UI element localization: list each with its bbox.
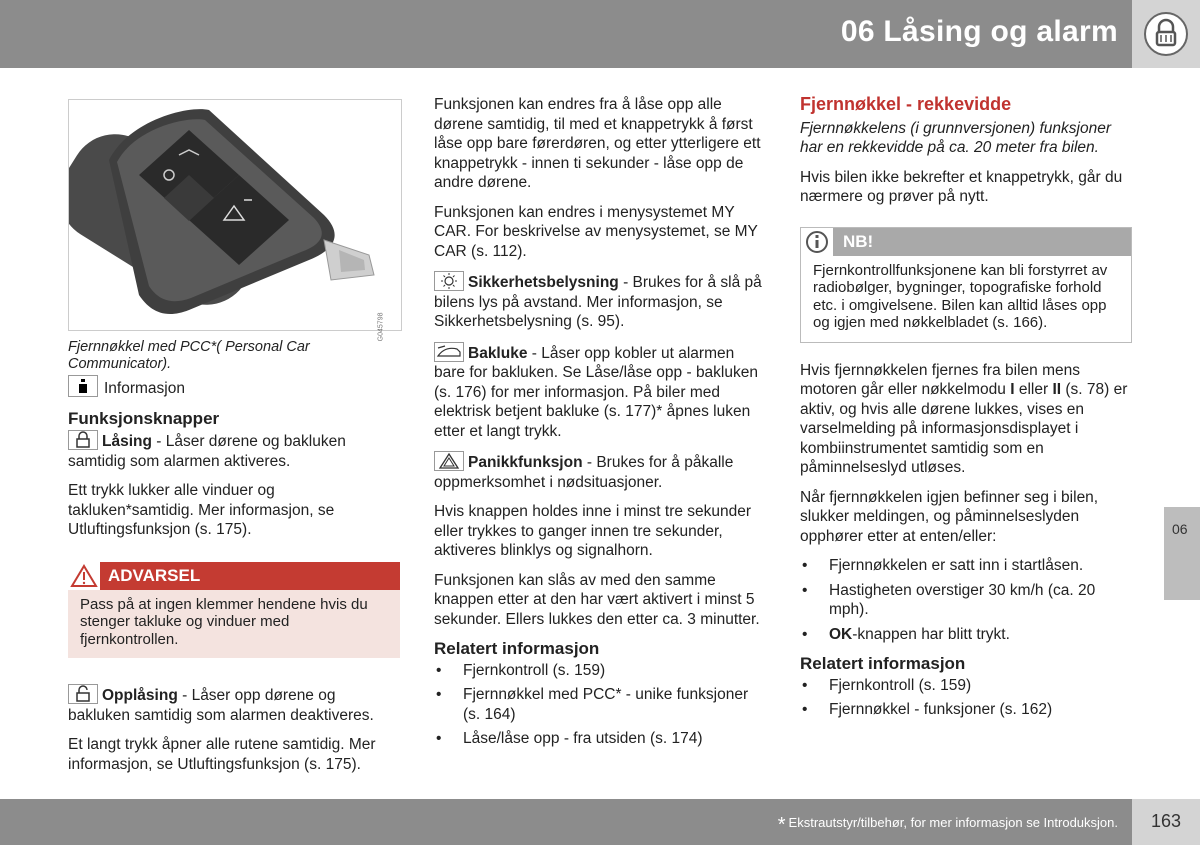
footer-note-text: Ekstrautstyr/tilbehør, for mer informasjon se Introduksjon. bbox=[788, 815, 1118, 830]
panic-off-paragraph: Funksjonen kan slås av med den samme knappen etter at den har vært aktivert i minst 5 sekunder. Ellers lukkes den etter ca. 3 minutter. bbox=[434, 571, 760, 628]
note-title: NB! bbox=[843, 231, 874, 251]
related-link[interactable]: • Fjernkontroll (s. 159) bbox=[800, 676, 1132, 696]
panic-icon bbox=[434, 451, 464, 471]
unlocking-paragraph bbox=[68, 684, 400, 725]
condition-item: • Hastigheten overstiger 30 km/h (ca. 20 mph). bbox=[800, 581, 1132, 620]
note-text: Fjernkontrollfunksjonene kan bli forstyrret av radiobølger, bygninger, topografiske forhold etc. i omgivelsene. Bilen kan alltid låses opp og igjen med nøkkelbladet (s. 166). bbox=[813, 261, 1108, 331]
footer-note bbox=[778, 814, 1118, 837]
panic-hold-paragraph: Hvis knappen holdes inne i minst tre sekunder eller trykkes to ganger innen tre sekunder, aktiveres blinklys og signalhorn. bbox=[434, 503, 752, 559]
related-link[interactable]: • Fjernnøkkel med PCC* - unike funksjoner (s. 164) bbox=[434, 685, 766, 724]
related-heading: Relatert informasjon bbox=[800, 654, 966, 673]
figure-caption: Fjernnøkkel med PCC*( Personal Car Communicator). bbox=[68, 339, 310, 372]
related-heading: Relatert informasjon bbox=[434, 639, 600, 658]
chapter-side-tab bbox=[1164, 507, 1200, 600]
key-removed-text-a: Hvis fjernnøkkelen fjernes fra bilen mens motoren går eller nøkkelmodu bbox=[800, 361, 1080, 398]
conditions-list bbox=[800, 556, 1132, 644]
column-3 bbox=[800, 95, 1132, 730]
key-removed-text-b: eller bbox=[1014, 381, 1053, 398]
key-removed-text-c: (s. 78) er aktiv, og hvis alle dørene lukkes, vises en varselmelding på informasjonsdisplayet i kombiinstrumentet samtidig som en påminnelseslyd utløses. bbox=[800, 381, 1128, 476]
condition-item: • Fjernnøkkelen er satt inn i startlåsen. bbox=[800, 556, 1132, 576]
chapter-icon-box bbox=[1132, 0, 1200, 68]
range-intro: Fjernnøkkelens (i grunnversjonen) funksjoner har en rekkevidde på ca. 20 meter fra bilen. bbox=[800, 119, 1112, 156]
related-link[interactable]: • Fjernnøkkel - funksjoner (s. 162) bbox=[800, 700, 1132, 720]
safety-light-icon bbox=[434, 271, 464, 291]
page-footer bbox=[0, 799, 1132, 845]
ok-bold: OK bbox=[829, 625, 853, 643]
my-car-paragraph: Funksjonen kan endres i menysystemet MY CAR. For beskrivelse av menysystemet, se MY CAR (s. 112). bbox=[434, 203, 758, 260]
related-link[interactable]: • Fjernkontroll (s. 159) bbox=[434, 661, 766, 681]
panic-paragraph bbox=[434, 451, 766, 492]
locking-title: Låsing bbox=[102, 433, 152, 450]
remote-key-illustration bbox=[69, 100, 401, 330]
page-number: 163 bbox=[1150, 811, 1182, 831]
locking-paragraph-2: Ett trykk lukker alle vinduer og takluken*samtidig. Mer informasjon, se Utluftingsfunksjon (s. 175). bbox=[68, 482, 335, 538]
ok-text: -knappen har blitt trykt. bbox=[852, 625, 1010, 643]
range-heading: Fjernnøkkel - rekkevidde bbox=[800, 94, 1012, 114]
safety-lighting-text: - Brukes for å slå på bilens lys på avstand. Mer informasjon, se Sikkerhetsbelysning (s. 95). bbox=[434, 274, 762, 330]
page-header bbox=[0, 0, 1200, 68]
range-paragraph: Hvis bilen ikke bekrefter et knappetrykk, går du nærmere og prøver på nytt. bbox=[800, 168, 1123, 205]
key-mode-1: I bbox=[1010, 381, 1015, 398]
info-circle-icon bbox=[801, 228, 833, 256]
tailgate-paragraph bbox=[434, 342, 766, 442]
key-removed-paragraph bbox=[800, 361, 1132, 478]
info-row bbox=[68, 375, 400, 399]
warning-text: Pass på at ingen klemmer hendene hvis du stenger takluke og vinduer med fjernkontrollen. bbox=[80, 595, 368, 648]
column-1 bbox=[68, 95, 400, 784]
function-buttons-heading: Funksjonsknapper bbox=[68, 408, 220, 428]
page-number-box bbox=[1132, 799, 1200, 845]
remote-key-figure bbox=[68, 99, 402, 341]
key-mode-2: II bbox=[1052, 381, 1062, 398]
warning-box bbox=[68, 562, 400, 659]
lock-icon bbox=[1144, 12, 1188, 56]
tailgate-text: - Låser opp kobler ut alarmen bare for bakluken. Se Låse/låse opp - bakluken (s. 176) for mer informasjon. På biler med elektrisk betjent bakluke (s. 177)* åpnes luken etter et langt trykk. bbox=[434, 344, 758, 440]
safety-lighting-paragraph bbox=[434, 271, 766, 332]
tailgate-title: Bakluke bbox=[468, 344, 528, 362]
note-header bbox=[801, 228, 1131, 256]
panic-text: - Brukes for å påkalle oppmerksomhet i nødsituasjoner. bbox=[434, 454, 734, 491]
related-list bbox=[434, 661, 766, 749]
unlock-mode-paragraph: Funksjonen kan endres fra å låse opp alle dørene samtidig, til med et knappetrykk å først låse opp bare førerdøren, og etter ytterligere ett knappetrykk - innen ti sekunder - låse opp de andre dørene. bbox=[434, 96, 761, 191]
related-link[interactable]: • Låse/låse opp - fra utsiden (s. 174) bbox=[434, 729, 766, 749]
unlocking-paragraph-2: Et langt trykk åpner alle rutene samtidig. Mer informasjon, se Utluftingsfunksjon (s. 175). bbox=[68, 736, 376, 773]
unlock-icon bbox=[68, 684, 98, 704]
warning-triangle-icon bbox=[68, 562, 100, 590]
safety-lighting-title: Sikkerhetsbelysning bbox=[468, 274, 619, 291]
related-list bbox=[800, 676, 1132, 720]
figure-code: G045798 bbox=[377, 312, 385, 341]
locking-paragraph bbox=[68, 430, 400, 471]
info-label: Informasjon bbox=[104, 380, 185, 397]
warning-title: ADVARSEL bbox=[108, 565, 201, 585]
chapter-title: 06 Låsing og alarm bbox=[840, 15, 1118, 48]
unlocking-title: Opplåsing bbox=[102, 687, 178, 704]
footer-star: * bbox=[777, 814, 786, 836]
note-box bbox=[800, 227, 1132, 343]
panic-title: Panikkfunksjon bbox=[468, 454, 583, 471]
condition-item bbox=[800, 625, 1132, 645]
warning-header bbox=[68, 562, 400, 590]
tailgate-icon bbox=[434, 342, 464, 362]
locking-text: - Låser dørene og bakluken samtidig som alarmen aktiveres. bbox=[68, 433, 346, 470]
key-returned-paragraph: Når fjernnøkkelen igjen befinner seg i bilen, slukker meldingen, og påminnelseslyden opphører etter at enten/eller: bbox=[800, 488, 1099, 545]
info-icon bbox=[68, 375, 98, 397]
chapter-side-tab-label: 06 bbox=[1172, 521, 1188, 537]
column-2 bbox=[434, 95, 766, 759]
unlocking-text: - Låser opp dørene og bakluken samtidig som alarmen deaktiveres. bbox=[68, 687, 374, 724]
lock-icon bbox=[68, 430, 98, 450]
